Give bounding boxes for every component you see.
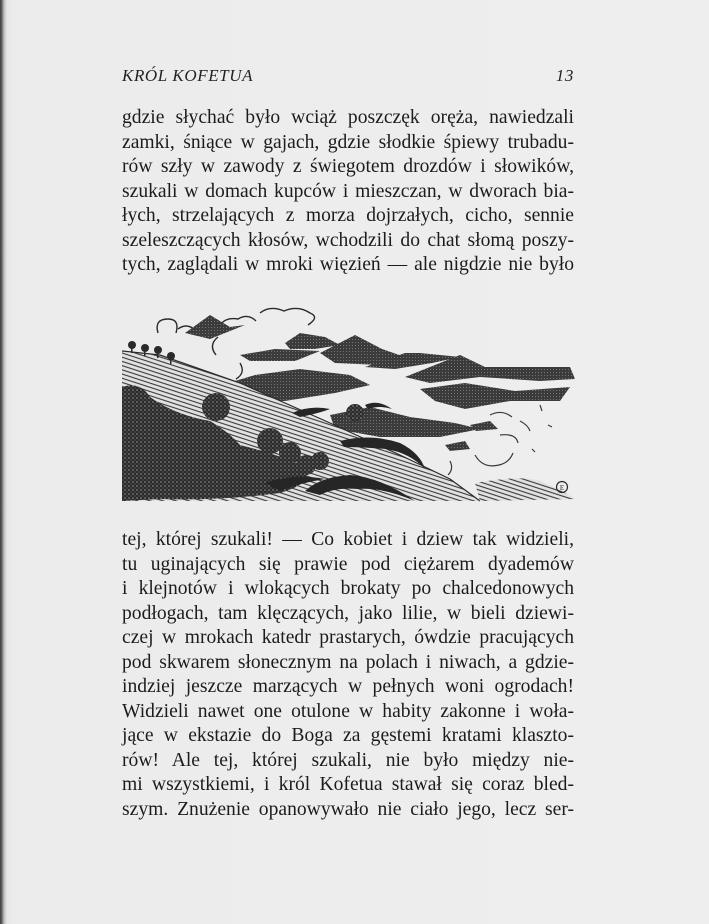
- paragraph-bottom: [122, 528, 574, 822]
- text-line: mi wszystkiemi, i król Kofetua stawał się coraz bled-: [122, 774, 574, 795]
- paragraph-top: [122, 106, 574, 278]
- text-line: zamki, śniące w gajach, gdzie słodkie śpiewy trubadu-: [122, 131, 574, 153]
- text-line: tu uginających się prawie pod ciężarem dyademów: [122, 553, 574, 575]
- text-line: tych, zaglądali w mroki więzień — ale nigdzie nie było: [122, 254, 574, 275]
- text-line: tej, której szukali! — Co kobiet i dziew tak widzieli,: [122, 529, 574, 550]
- text-line: łych, strzelających z morza dojrzałych, cicho, sennie: [122, 205, 574, 226]
- landscape-image: [120, 305, 580, 503]
- svg-text:E: E: [559, 484, 565, 492]
- text-line: szeleszczących kłosów, wchodzili do chat słomą poszy-: [122, 229, 574, 251]
- text-line: i klejnotów i wlokących brokaty po chalcedonowych: [122, 578, 574, 599]
- text-line: rów! Ale tej, której szukali, nie było między nie-: [122, 749, 574, 771]
- woodcut-illustration: [120, 305, 580, 503]
- text-line: czej w mrokach katedr prastarych, ówdzie pracujących: [122, 627, 574, 648]
- running-head: [122, 66, 574, 90]
- mist-strokes: [448, 405, 552, 475]
- text-line: Widzieli nawet one otulone w habity zakonne i woła-: [122, 700, 574, 722]
- running-head-title: KRÓL KOFETUA: [122, 66, 254, 85]
- text-line: indziej jeszcze marzących w pełnych woni ogrodach!: [122, 676, 574, 697]
- monogram: [557, 482, 568, 493]
- text-line: pod skwarem słonecznym na polach i niwach, a gdzie-: [122, 651, 574, 673]
- text-line: szym. Znużenie opanowywało nie ciało jego, lecz ser-: [122, 798, 574, 820]
- text-line: jące w ekstazie do Boga za gęstemi kratami klaszto-: [122, 725, 574, 746]
- text-line: rów szły w zawody z świegotem drozdów i słowików,: [122, 156, 574, 177]
- page-number: 13: [555, 66, 574, 85]
- text-line: podłogach, tam klęczących, jako lilie, w bieli dziewi-: [122, 602, 574, 624]
- text-line: gdzie słychać było wciąż poszczęk oręża, nawiedzali: [122, 107, 574, 128]
- text-line: szukali w domach kupców i mieszczan, w dworach bia-: [122, 180, 574, 202]
